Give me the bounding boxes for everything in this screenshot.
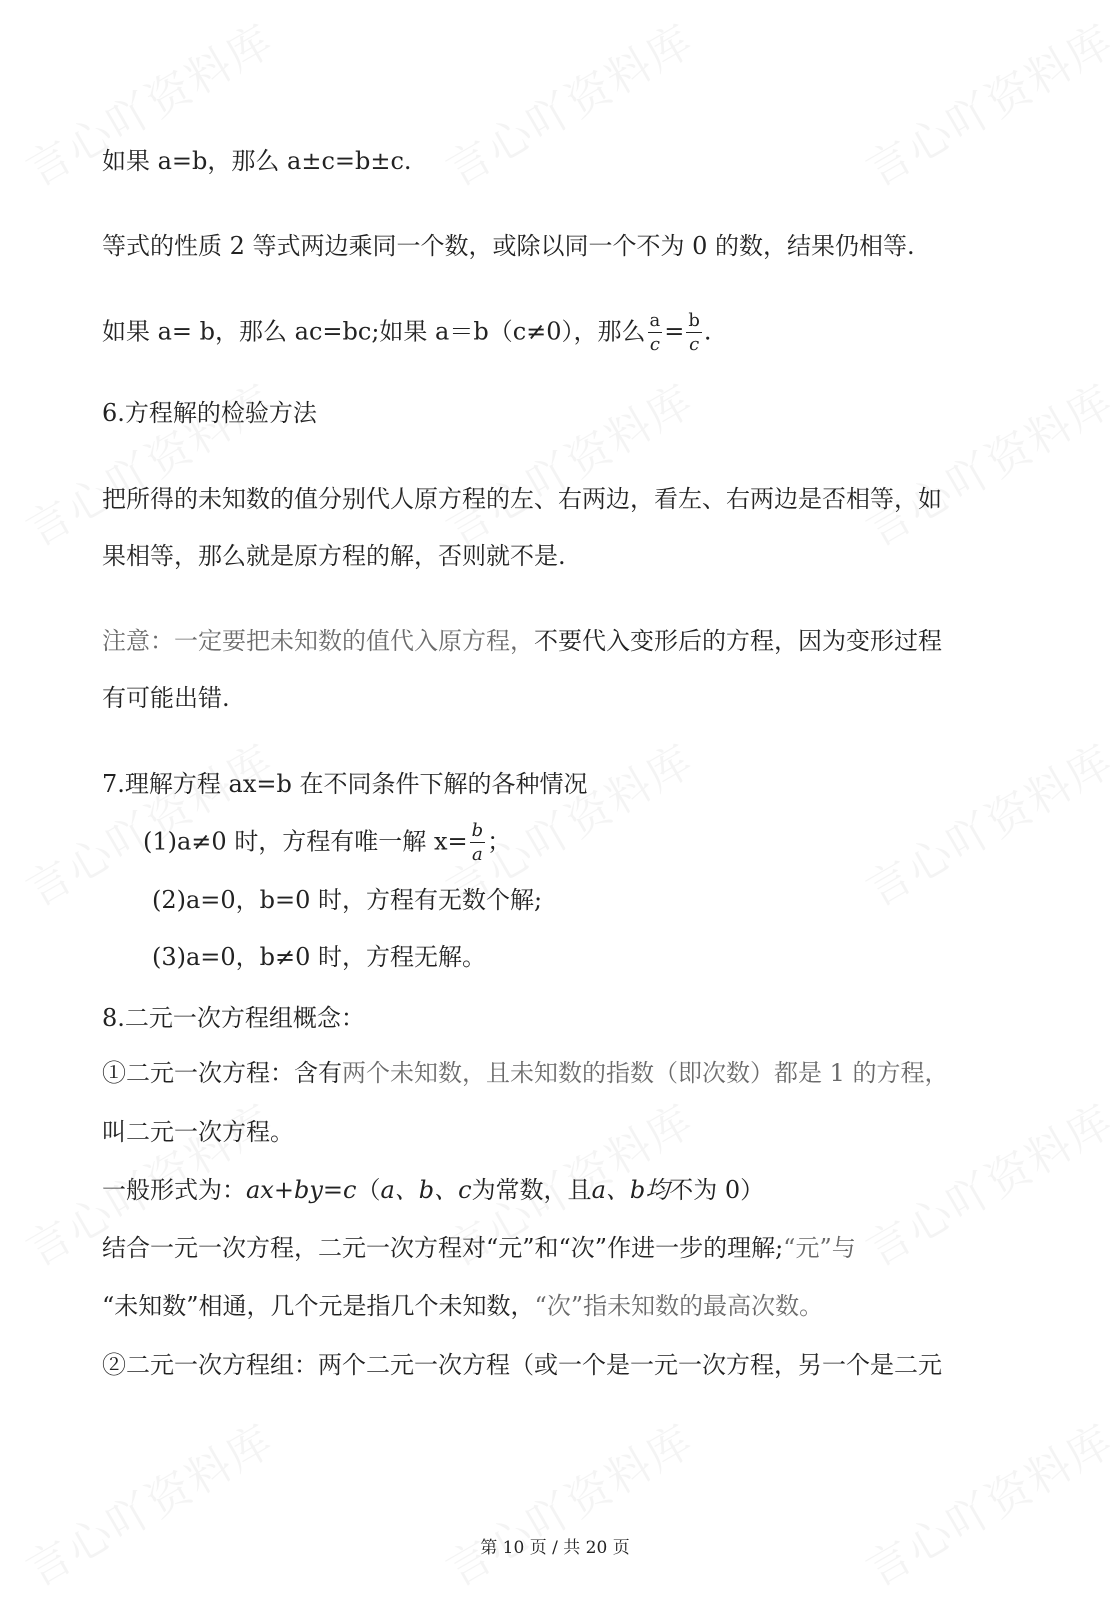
text-segment: . xyxy=(703,317,712,346)
text-segment: ①二元一次方程：含有 xyxy=(102,1059,342,1087)
text-segment: ； xyxy=(487,827,512,856)
section-heading: 8.二元一次方程组概念： xyxy=(102,1004,365,1032)
equals-sign: = xyxy=(664,317,685,346)
watermark xyxy=(12,365,283,558)
text-line: 把所得的未知数的值分别代人原方程的左、右两边，看左、右两边是否相等，如 xyxy=(102,485,942,513)
text-line: 叫二元一次方程。 xyxy=(102,1118,294,1146)
fraction-numerator: a xyxy=(649,310,661,331)
text-line xyxy=(102,1233,856,1263)
text-segment: 均 xyxy=(645,1176,670,1204)
fraction-denominator: c xyxy=(649,334,660,355)
text-line: 有可能出错. xyxy=(102,684,230,712)
highlight-segment: “元”与 xyxy=(783,1234,856,1262)
highlight-segment: 两个未知数，且未知数的指数（即次数）都是 1 的方程， xyxy=(342,1059,949,1087)
watermark xyxy=(852,1085,1110,1278)
case-line xyxy=(143,822,511,864)
text-line: 等式的性质 2 等式两边乘同一个数，或除以同一个不为 0 的数，结果仍相等. xyxy=(102,232,915,260)
general-form-line xyxy=(102,1175,764,1205)
text-segment: (1)a≠0 时，方程有唯一解 x= xyxy=(143,827,468,856)
text-line: ②二元一次方程组：两个二元一次方程（或一个是一元一次方程，另一个是二元 xyxy=(102,1351,942,1379)
fraction-b-over-c xyxy=(686,312,702,354)
text-line: 如果 a=b，那么 a±c=b±c. xyxy=(102,147,412,175)
note-highlight: 注意：一定要把未知数的值代入原方程， xyxy=(102,627,534,655)
text-line xyxy=(102,1291,823,1321)
text-segment: “未知数”相通，几个元是指几个未知数， xyxy=(102,1292,535,1320)
case-line: (2)a=0，b=0 时，方程有无数个解; xyxy=(152,886,543,914)
text-segment: 为常数，且 xyxy=(471,1176,592,1204)
watermark xyxy=(852,1405,1110,1598)
text-segment: 不要代入变形后的方程，因为变形过程 xyxy=(534,627,942,655)
watermark xyxy=(12,1405,283,1598)
page-footer: 第 10 页 / 共 20 页 xyxy=(480,1538,630,1558)
highlight-segment: “次”指未知数的最高次数。 xyxy=(534,1292,824,1320)
fraction-b-over-a xyxy=(470,822,486,864)
watermark xyxy=(432,365,703,558)
variables: a、b xyxy=(591,1176,646,1204)
text-line: 果相等，那么就是原方程的解，否则就不是. xyxy=(102,542,566,570)
text-segment: 一般形式为： xyxy=(102,1176,246,1204)
note-line xyxy=(102,626,942,656)
section-heading: 7.理解方程 ax=b 在不同条件下解的各种情况 xyxy=(102,770,588,798)
watermark xyxy=(432,1405,703,1598)
fraction-denominator: c xyxy=(689,334,700,355)
text-segment: 不为 0） xyxy=(669,1176,765,1204)
text-line-with-fraction xyxy=(102,312,712,354)
watermark xyxy=(852,725,1110,918)
fraction-numerator: b xyxy=(688,310,700,331)
watermark xyxy=(852,365,1110,558)
formula: ax+by=c xyxy=(246,1176,357,1204)
variables: a、b、c xyxy=(380,1176,472,1204)
text-segment: 如果 a= b，那么 ac=bc;如果 a＝b（c≠0），那么 xyxy=(102,317,646,346)
section-heading: 6.方程解的检验方法 xyxy=(102,399,317,427)
fraction-numerator: b xyxy=(471,820,484,841)
fraction-a-over-c xyxy=(648,312,663,354)
definition-line xyxy=(102,1058,949,1088)
text-segment: （ xyxy=(356,1176,381,1204)
case-line: (3)a=0，b≠0 时，方程无解。 xyxy=(152,943,487,971)
text-segment: 结合一元一次方程，二元一次方程对“元”和“次”作进一步的理解; xyxy=(102,1234,784,1262)
fraction-denominator: a xyxy=(471,844,483,865)
watermark xyxy=(432,5,703,198)
watermark xyxy=(852,5,1110,198)
